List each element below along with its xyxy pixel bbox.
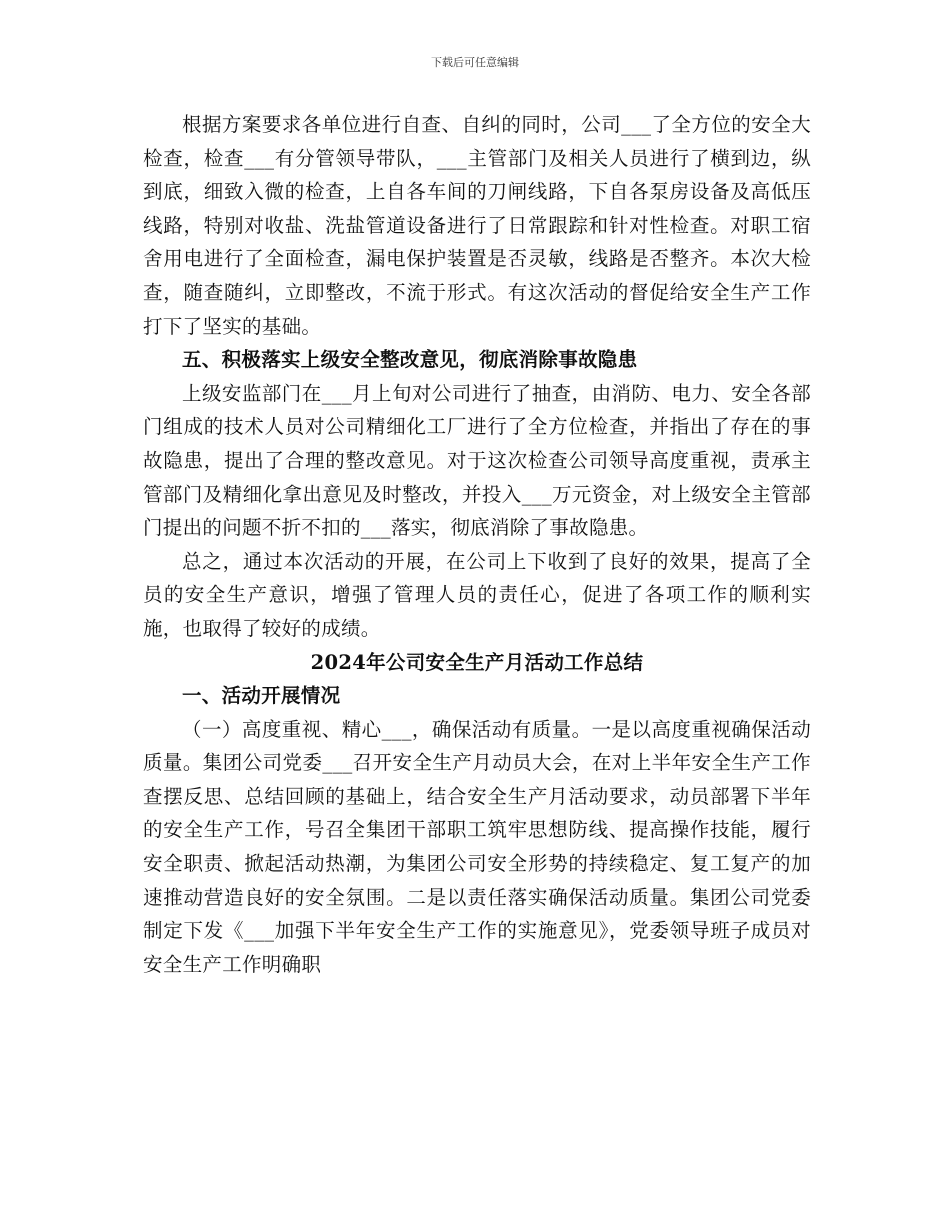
- body-paragraph: 根据方案要求各单位进行自查、自纠的同时，公司___了全方位的安全大检查，检查___有分管领导带队，___主管部门及相关人员进行了横到边，纵到底，细致入微的检查，上自各车间的刀闸线路，下自各泵房设备及高低压线路，特别对收盐、洗盐管道设备进行了日常跟踪和针对性检查。对职工宿舍用电进行了全面检查，漏电保护装置是否灵敏，线路是否整齐。本次大检查，随查随纠，立即整改，不流于形式。有这次活动的督促给安全生产工作打下了坚实的基础。: [143, 113, 811, 338]
- body-paragraph: 上级安监部门在___月上旬对公司进行了抽查，由消防、电力、安全各部门组成的技术人员对公司精细化工厂进行了全方位检查，并指出了存在的事故隐患，提出了合理的整改意见。对于这次检查公司领导高度重视，责承主管部门及精细化拿出意见及时整改，并投入___万元资金，对上级安全主管部门提出的问题不折不扣的___落实，彻底消除了事故隐患。: [143, 381, 811, 540]
- document-title: 2024年公司安全生产月活动工作总结: [310, 650, 644, 674]
- body-paragraph: 总之，通过本次活动的开展，在公司上下收到了良好的效果，提高了全员的安全生产意识，增强了管理人员的责任心，促进了各项工作的顺利实施，也取得了较好的成绩。: [143, 549, 811, 640]
- page-header: 下载后可任意编辑: [431, 56, 519, 69]
- document-body: [143, 108, 811, 981]
- body-paragraph: （一）高度重视、精心___，确保活动有质量。一是以高度重视确保活动质量。集团公司党委___召开安全生产月动员大会，在对上半年安全生产工作查摆反思、总结回顾的基础上，结合安全生产月活动要求，动员部署下半年的安全生产工作，号召全集团干部职工筑牢思想防线、提高操作技能，履行安全职责、掀起活动热潮，为集团公司安全形势的持续稳定、复工复产的加速推动营造良好的安全氛围。二是以责任落实确保活动质量。集团公司党委制定下发《___加强下半年安全生产工作的实施意见》，党委领导班子成员对安全生产工作明确职: [143, 717, 811, 976]
- section-heading: 五、积极落实上级安全整改意见，彻底消除事故隐患: [182, 348, 638, 372]
- section-heading: 一、活动开展情况: [182, 684, 341, 708]
